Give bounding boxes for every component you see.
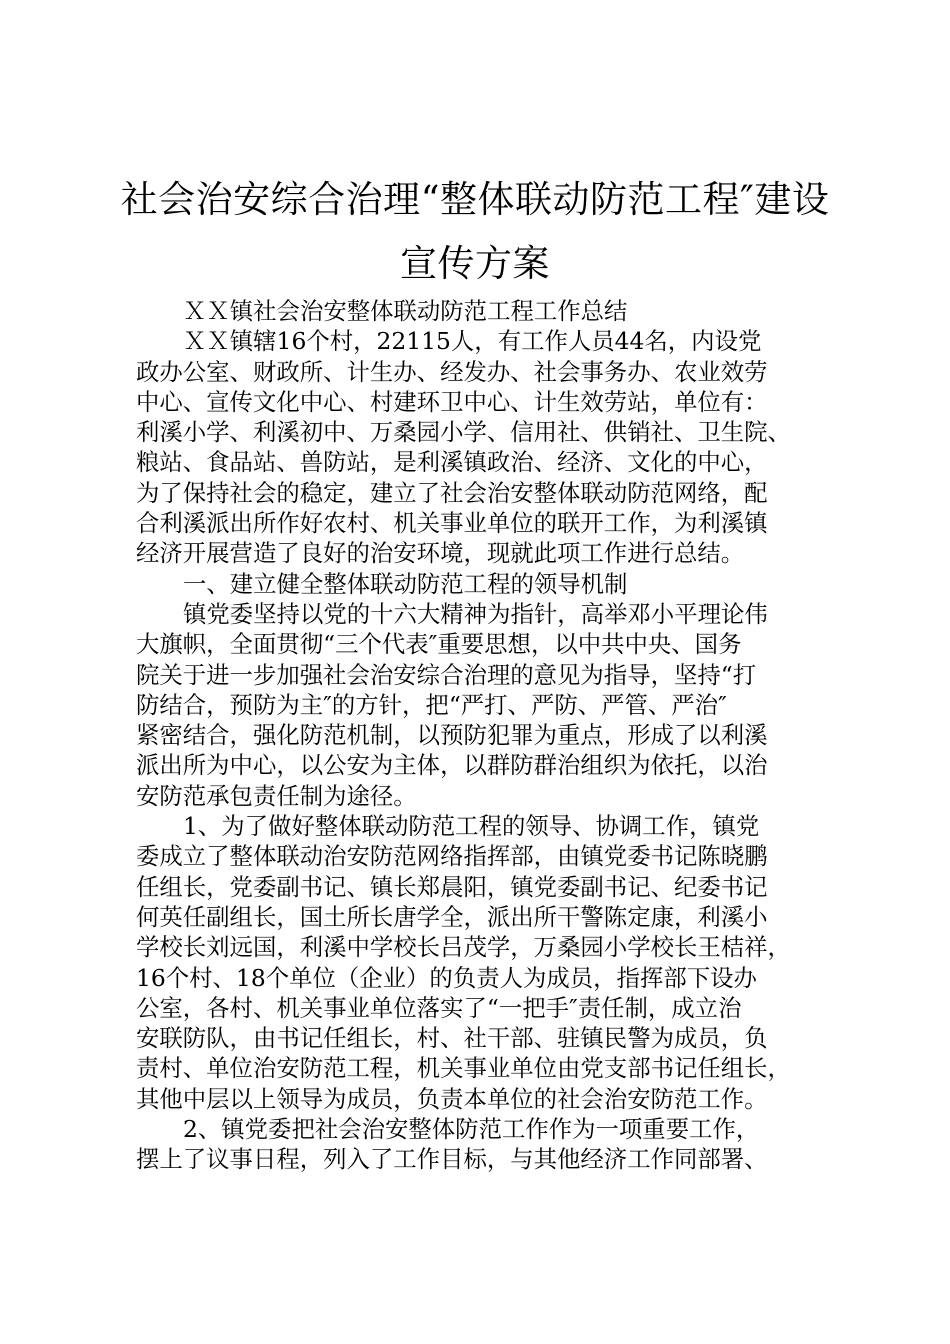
body-text-line: 一、建立健全整体联动防范工程的领导机制 — [183, 569, 628, 598]
body-text-line: 防结合，预防为主″的方针，把“严打、严防、严管、严治″ — [136, 690, 727, 719]
body-text-line: 派出所为中心，以公安为主体，以群防群治组织为依托，以治 — [136, 751, 768, 780]
body-text-line: 安联防队，由书记任组长，村、社干部、驻镇民警为成员，负 — [136, 1024, 768, 1053]
document-title-line-1: 社会治安综合治理“整体联动防范工程″建设 — [120, 178, 830, 221]
body-text-line: 其他中层以上领导为成员，负责本单位的社会治安防范工作。 — [136, 1084, 768, 1113]
body-text-line: ＸＸ镇社会治安整体联动防范工程工作总结 — [183, 297, 628, 325]
body-text-line: 2、镇党委把社会治安整体防范工作作为一项重要工作， — [183, 1115, 760, 1144]
body-text-line: 学校长刘远国，利溪中学校长吕茂学，万桑园小学校长王桔祥， — [136, 933, 791, 962]
body-text-line: 粮站、食品站、兽防站，是利溪镇政治、经济、文化的中心， — [136, 448, 768, 477]
body-text-line: 安防范承包责任制为途径。 — [136, 781, 417, 810]
body-text-line: 经济开展营造了良好的治安环境，现就此项工作进行总结。 — [136, 539, 745, 568]
body-text-line: 1、为了做好整体联动防范工程的领导、协调工作，镇党 — [183, 812, 760, 841]
body-text-line: 院关于进一步加强社会治安综合治理的意见为指导，坚持“打 — [136, 660, 757, 689]
body-text-line: 公室，各村、机关事业单位落实了“一把手″责任制，成立治 — [136, 993, 742, 1022]
body-text-line: 何英任副组长，国土所长唐学全，派出所干警陈定康，利溪小 — [136, 902, 768, 931]
body-text-line: 利溪小学、利溪初中、万桑园小学、信用社、供销社、卫生院、 — [136, 418, 791, 447]
document-body — [136, 296, 842, 1175]
body-text-line: 摆上了议事日程，列入了工作目标，与其他经济工作同部署、 — [136, 1145, 768, 1174]
body-text-line: 合利溪派出所作好农村、机关事业单位的联开工作，为利溪镇 — [136, 509, 768, 538]
body-text-line: 为了保持社会的稳定，建立了社会治安整体联动防范网络，配 — [136, 478, 768, 507]
body-text-line: 委成立了整体联动治安防范网络指挥部，由镇党委书记陈晓鹏 — [136, 842, 768, 871]
body-text-line: 紧密结合，强化防范机制，以预防犯罪为重点，形成了以利溪 — [136, 721, 768, 750]
body-text-line: 政办公室、财政所、计生办、经发办、社会事务办、农业效劳 — [136, 357, 768, 386]
document-title-line-2: 宣传方案 — [400, 242, 550, 285]
body-text-line: 责村、单位治安防范工程，机关事业单位由党支部书记任组长， — [136, 1054, 791, 1083]
body-text-line: 大旗帜，全面贯彻“三个代表″重要思想，以中共中央、国务 — [136, 630, 742, 659]
body-text-line: 中心、宣传文化中心、村建环卫中心、计生效劳站，单位有： — [136, 387, 768, 416]
body-text-line: 16个村、18个单位（企业）的负责人为成员，指挥部下设办 — [136, 963, 757, 992]
body-text-line: 镇党委坚持以党的十六大精神为指针，高举邓小平理论伟 — [183, 599, 768, 628]
body-text-line: 任组长，党委副书记、镇长郑晨阳，镇党委副书记、纪委书记 — [136, 872, 768, 901]
body-text-line: ＸＸ镇辖16个村，22115人，有工作人员44名，内设党 — [183, 327, 762, 356]
